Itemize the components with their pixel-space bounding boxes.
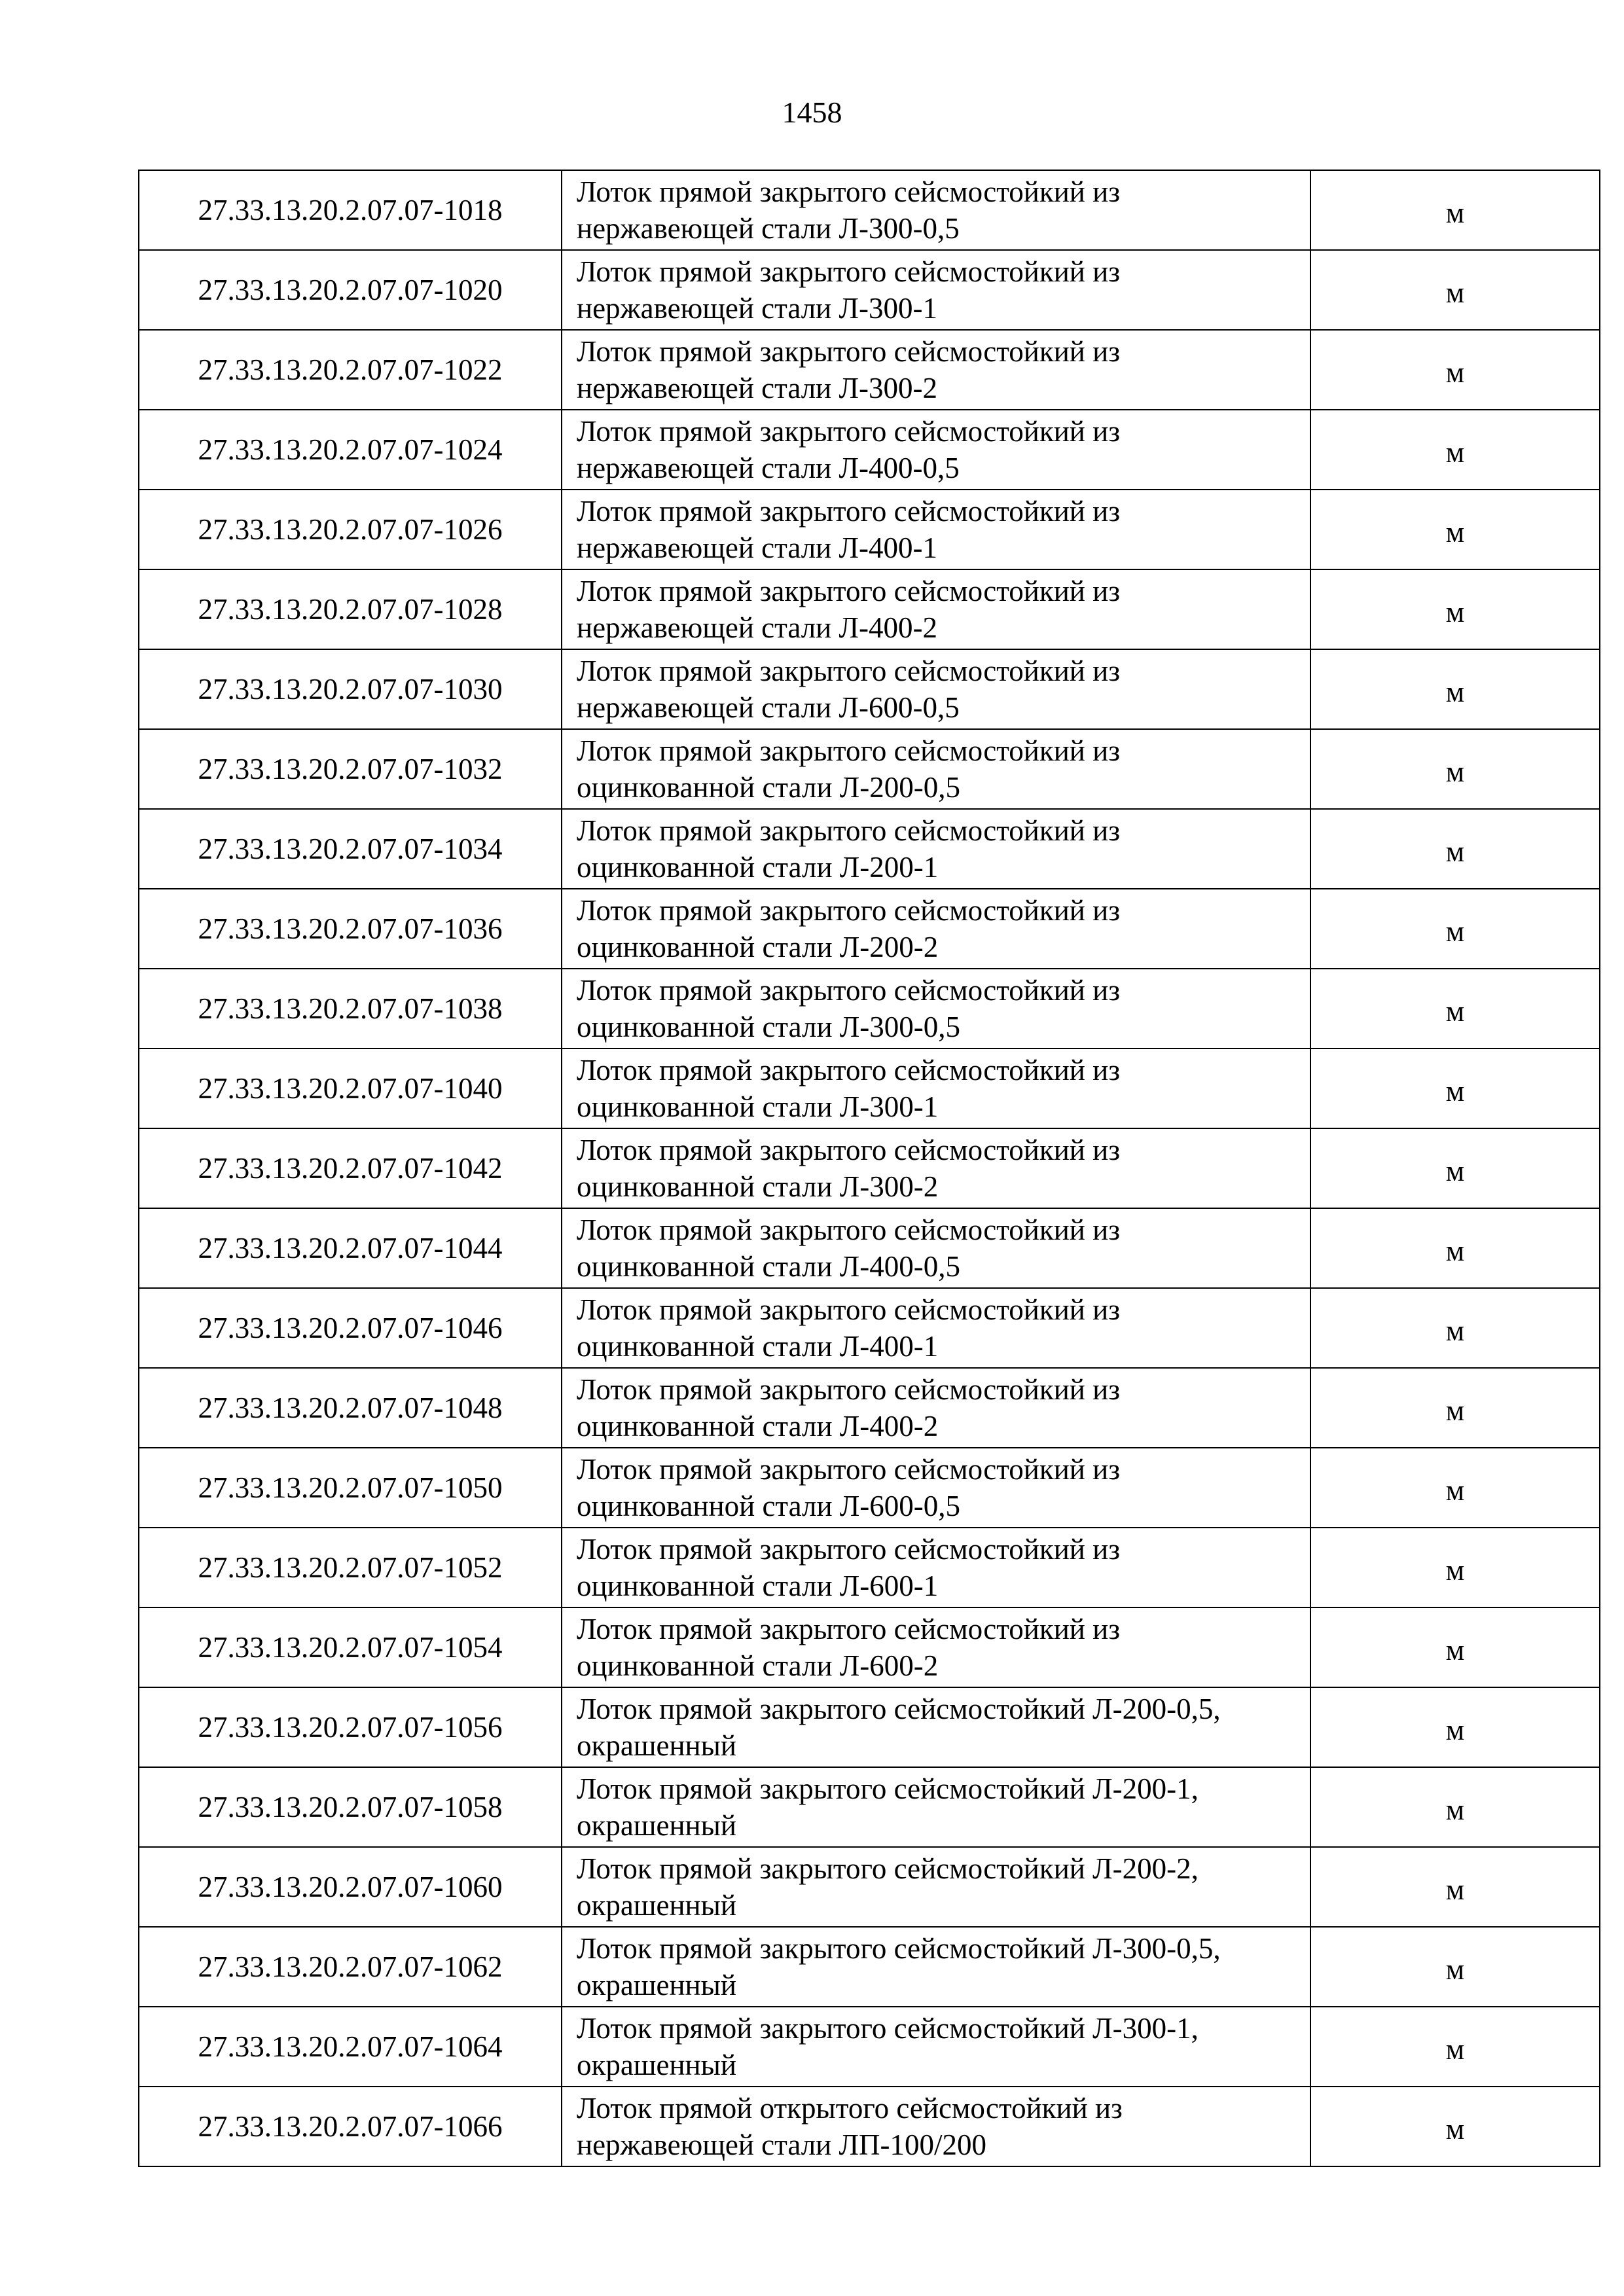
resource-name-cell <box>562 1767 1310 1847</box>
resource-code-cell: 27.33.13.20.2.07.07-1056 <box>139 1687 562 1767</box>
resource-code-cell: 27.33.13.20.2.07.07-1048 <box>139 1368 562 1448</box>
resource-name-line-1: Лоток прямой закрытого сейсмостойкий из <box>577 1213 1120 1246</box>
unit-cell: м <box>1310 330 1600 410</box>
table-row <box>139 410 1600 490</box>
resource-name-line-1: Лоток прямой закрытого сейсмостойкий из <box>577 495 1120 528</box>
unit-cell: м <box>1310 649 1600 729</box>
unit-cell: м <box>1310 889 1600 969</box>
resource-code-cell: 27.33.13.20.2.07.07-1062 <box>139 1927 562 2007</box>
resource-code-cell: 27.33.13.20.2.07.07-1050 <box>139 1448 562 1528</box>
unit-cell: м <box>1310 809 1600 889</box>
resource-code-cell: 27.33.13.20.2.07.07-1066 <box>139 2087 562 2166</box>
resource-name-line-2: нержавеющей стали Л-300-1 <box>577 292 937 325</box>
resource-name-line-2: оцинкованной стали Л-300-0,5 <box>577 1011 961 1043</box>
resource-code-cell: 27.33.13.20.2.07.07-1064 <box>139 2007 562 2087</box>
resource-name-cell <box>562 569 1310 649</box>
table-row <box>139 1128 1600 1208</box>
resource-name-line-1: Лоток прямой закрытого сейсмостойкий Л-300-1, <box>577 2012 1199 2045</box>
resource-code-cell: 27.33.13.20.2.07.07-1040 <box>139 1049 562 1128</box>
resource-name-line-1: Лоток прямой закрытого сейсмостойкий из <box>577 335 1120 368</box>
resource-name-line-1: Лоток прямой закрытого сейсмостойкий из <box>577 175 1120 208</box>
resource-name-cell <box>562 330 1310 410</box>
table-row <box>139 649 1600 729</box>
resource-name-cell <box>562 2007 1310 2087</box>
resource-name-cell <box>562 889 1310 969</box>
table-row <box>139 729 1600 809</box>
resource-name-line-1: Лоток прямой закрытого сейсмостойкий из <box>577 894 1120 927</box>
resource-name-cell <box>562 1847 1310 1927</box>
resource-name-cell <box>562 1607 1310 1687</box>
resource-name-line-2: оцинкованной стали Л-300-2 <box>577 1170 939 1203</box>
table-row <box>139 889 1600 969</box>
unit-cell: м <box>1310 490 1600 569</box>
page-number: 1458 <box>782 96 842 129</box>
resource-code-cell: 27.33.13.20.2.07.07-1052 <box>139 1528 562 1607</box>
resource-code-cell: 27.33.13.20.2.07.07-1058 <box>139 1767 562 1847</box>
resource-name-cell <box>562 1049 1310 1128</box>
resource-name-line-1: Лоток прямой закрытого сейсмостойкий из <box>577 415 1120 448</box>
catalog-table-body <box>139 170 1600 2166</box>
unit-cell: м <box>1310 1208 1600 1288</box>
catalog-table <box>138 170 1600 2167</box>
resource-name-line-1: Лоток прямой закрытого сейсмостойкий из <box>577 1054 1120 1086</box>
resource-name-cell <box>562 250 1310 330</box>
resource-name-line-2: оцинкованной стали Л-400-1 <box>577 1330 939 1363</box>
resource-name-line-2: оцинкованной стали Л-400-2 <box>577 1410 939 1443</box>
resource-name-cell <box>562 1288 1310 1368</box>
resource-name-cell <box>562 1528 1310 1607</box>
resource-code-cell: 27.33.13.20.2.07.07-1018 <box>139 170 562 250</box>
resource-name-cell <box>562 809 1310 889</box>
resource-code-cell: 27.33.13.20.2.07.07-1036 <box>139 889 562 969</box>
unit-cell: м <box>1310 1368 1600 1448</box>
resource-name-line-2: окрашенный <box>577 1729 736 1762</box>
resource-name-line-1: Лоток прямой закрытого сейсмостойкий из <box>577 1134 1120 1166</box>
unit-cell: м <box>1310 729 1600 809</box>
resource-name-cell <box>562 649 1310 729</box>
resource-name-line-2: окрашенный <box>577 2049 736 2081</box>
table-row <box>139 1049 1600 1128</box>
table-row <box>139 170 1600 250</box>
resource-name-cell <box>562 1128 1310 1208</box>
resource-code-cell: 27.33.13.20.2.07.07-1024 <box>139 410 562 490</box>
resource-name-line-1: Лоток прямой открытого сейсмостойкий из <box>577 2092 1123 2125</box>
resource-code-cell: 27.33.13.20.2.07.07-1054 <box>139 1607 562 1687</box>
table-row <box>139 1368 1600 1448</box>
table-row <box>139 809 1600 889</box>
unit-cell: м <box>1310 1288 1600 1368</box>
resource-name-line-2: нержавеющей стали Л-600-0,5 <box>577 691 960 724</box>
unit-cell: м <box>1310 569 1600 649</box>
unit-cell: м <box>1310 1448 1600 1528</box>
resource-name-line-1: Лоток прямой закрытого сейсмостойкий из <box>577 1533 1120 1566</box>
resource-name-cell <box>562 170 1310 250</box>
resource-name-line-1: Лоток прямой закрытого сейсмостойкий из <box>577 1373 1120 1406</box>
resource-name-cell <box>562 729 1310 809</box>
table-row <box>139 969 1600 1049</box>
resource-name-cell <box>562 1448 1310 1528</box>
resource-name-cell <box>562 2087 1310 2166</box>
table-row <box>139 569 1600 649</box>
table-row <box>139 1767 1600 1847</box>
table-row <box>139 1687 1600 1767</box>
resource-name-line-1: Лоток прямой закрытого сейсмостойкий из <box>577 655 1120 687</box>
table-row <box>139 1528 1600 1607</box>
resource-name-cell <box>562 1368 1310 1448</box>
table-row <box>139 1208 1600 1288</box>
resource-name-cell <box>562 1927 1310 2007</box>
resource-code-cell: 27.33.13.20.2.07.07-1032 <box>139 729 562 809</box>
unit-cell: м <box>1310 1528 1600 1607</box>
table-row <box>139 1927 1600 2007</box>
resource-code-cell: 27.33.13.20.2.07.07-1060 <box>139 1847 562 1927</box>
resource-name-line-1: Лоток прямой закрытого сейсмостойкий из <box>577 1293 1120 1326</box>
unit-cell: м <box>1310 969 1600 1049</box>
resource-name-cell <box>562 410 1310 490</box>
table-row <box>139 1607 1600 1687</box>
resource-name-line-1: Лоток прямой закрытого сейсмостойкий из <box>577 1453 1120 1486</box>
resource-name-cell <box>562 1208 1310 1288</box>
unit-cell: м <box>1310 250 1600 330</box>
resource-name-line-1: Лоток прямой закрытого сейсмостойкий Л-200-2, <box>577 1852 1199 1885</box>
table-row <box>139 1847 1600 1927</box>
unit-cell: м <box>1310 1607 1600 1687</box>
unit-cell: м <box>1310 1128 1600 1208</box>
unit-cell: м <box>1310 1049 1600 1128</box>
resource-name-line-2: оцинкованной стали Л-200-2 <box>577 931 939 963</box>
resource-name-line-2: нержавеющей стали Л-400-1 <box>577 531 937 564</box>
table-row <box>139 2087 1600 2166</box>
resource-name-line-2: окрашенный <box>577 1889 736 1922</box>
resource-name-line-1: Лоток прямой закрытого сейсмостойкий Л-200-1, <box>577 1772 1199 1805</box>
resource-name-line-2: нержавеющей стали ЛП-100/200 <box>577 2128 987 2161</box>
resource-name-line-1: Лоток прямой закрытого сейсмостойкий из <box>577 734 1120 767</box>
resource-name-line-1: Лоток прямой закрытого сейсмостойкий Л-200-0,5, <box>577 1693 1221 1725</box>
resource-name-line-2: оцинкованной стали Л-600-1 <box>577 1570 939 1602</box>
resource-name-cell <box>562 490 1310 569</box>
unit-cell: м <box>1310 2007 1600 2087</box>
resource-name-line-2: оцинкованной стали Л-200-1 <box>577 851 939 884</box>
table-row <box>139 490 1600 569</box>
resource-code-cell: 27.33.13.20.2.07.07-1028 <box>139 569 562 649</box>
resource-code-cell: 27.33.13.20.2.07.07-1020 <box>139 250 562 330</box>
resource-name-line-2: нержавеющей стали Л-400-0,5 <box>577 452 960 484</box>
resource-name-line-2: нержавеющей стали Л-300-2 <box>577 372 937 404</box>
resource-code-cell: 27.33.13.20.2.07.07-1022 <box>139 330 562 410</box>
resource-code-cell: 27.33.13.20.2.07.07-1042 <box>139 1128 562 1208</box>
resource-name-line-1: Лоток прямой закрытого сейсмостойкий Л-300-0,5, <box>577 1932 1221 1965</box>
resource-name-line-2: нержавеющей стали Л-300-0,5 <box>577 212 960 245</box>
resource-name-line-1: Лоток прямой закрытого сейсмостойкий из <box>577 575 1120 607</box>
resource-name-line-2: оцинкованной стали Л-300-1 <box>577 1090 939 1123</box>
table-row <box>139 1288 1600 1368</box>
unit-cell: м <box>1310 1687 1600 1767</box>
table-row <box>139 330 1600 410</box>
resource-name-line-1: Лоток прямой закрытого сейсмостойкий из <box>577 1613 1120 1645</box>
resource-code-cell: 27.33.13.20.2.07.07-1026 <box>139 490 562 569</box>
table-row <box>139 1448 1600 1528</box>
resource-code-cell: 27.33.13.20.2.07.07-1046 <box>139 1288 562 1368</box>
resource-name-line-1: Лоток прямой закрытого сейсмостойкий из <box>577 255 1120 288</box>
resource-code-cell: 27.33.13.20.2.07.07-1044 <box>139 1208 562 1288</box>
table-row <box>139 2007 1600 2087</box>
unit-cell: м <box>1310 1927 1600 2007</box>
resource-name-line-1: Лоток прямой закрытого сейсмостойкий из <box>577 974 1120 1007</box>
resource-code-cell: 27.33.13.20.2.07.07-1038 <box>139 969 562 1049</box>
unit-cell: м <box>1310 1847 1600 1927</box>
resource-name-line-2: окрашенный <box>577 1969 736 2001</box>
resource-name-line-2: оцинкованной стали Л-600-2 <box>577 1649 939 1682</box>
unit-cell: м <box>1310 1767 1600 1847</box>
unit-cell: м <box>1310 170 1600 250</box>
unit-cell: м <box>1310 2087 1600 2166</box>
resource-name-line-2: оцинкованной стали Л-200-0,5 <box>577 771 961 804</box>
unit-cell: м <box>1310 410 1600 490</box>
resource-name-line-2: окрашенный <box>577 1809 736 1842</box>
resource-name-line-1: Лоток прямой закрытого сейсмостойкий из <box>577 814 1120 847</box>
resource-name-line-2: оцинкованной стали Л-400-0,5 <box>577 1250 961 1283</box>
resource-name-cell <box>562 1687 1310 1767</box>
resource-name-line-2: нержавеющей стали Л-400-2 <box>577 611 937 644</box>
resource-code-cell: 27.33.13.20.2.07.07-1030 <box>139 649 562 729</box>
table-row <box>139 250 1600 330</box>
resource-name-cell <box>562 969 1310 1049</box>
resource-name-line-2: оцинкованной стали Л-600-0,5 <box>577 1490 961 1522</box>
resource-code-cell: 27.33.13.20.2.07.07-1034 <box>139 809 562 889</box>
